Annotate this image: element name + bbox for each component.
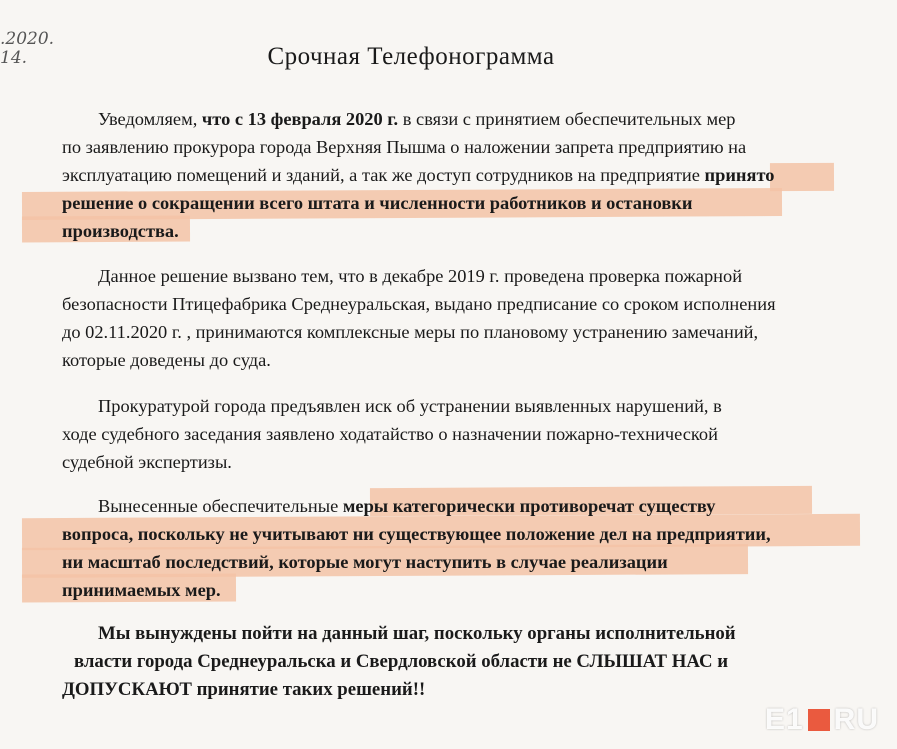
final-line-2: власти города Среднеуральска и Свердловской области не СЛЫШАТ НАС и: [74, 651, 729, 672]
text-segment: Данное решение вызвано тем, что в декабре 2019 г. проведена проверка пожарной: [98, 266, 743, 286]
bold-text-segment: меры категорически противоречат существу: [342, 496, 716, 516]
final-statement: [62, 620, 736, 704]
text-segment: в связи с принятием обеспечительных мер: [398, 109, 736, 129]
bold-text-segment: производства.: [62, 221, 179, 241]
para2-line-2: [62, 290, 776, 318]
text-segment: ходе судебного заседания заявлено ходатайство о назначении пожарно-технической: [62, 424, 718, 444]
final-line-3: ДОПУСКАЮТ принятие таких решений!!: [62, 679, 426, 700]
para4-line-2: [62, 520, 771, 548]
para1-line-5: [62, 217, 774, 245]
text-segment: безопасности Птицефабрика Среднеуральская, выдано предписание со сроком исполнения: [62, 294, 776, 314]
paragraph-measures: [62, 492, 771, 604]
bold-text-segment: принято: [704, 165, 775, 185]
para3-line-2: [62, 420, 722, 448]
para2-line-3: [62, 318, 776, 346]
logo-right-text: RU: [833, 703, 879, 736]
para2-line-1: [62, 262, 776, 290]
bold-text-segment: ни масштаб последствий, которые могут наступить в случае реализации: [62, 552, 668, 572]
para1-line-2: [62, 133, 774, 161]
bold-text-segment: вопроса, поскольку не учитывают ни существующее положение дел на предприятии,: [62, 524, 771, 544]
text-segment: Уведомляем,: [98, 109, 202, 129]
text-segment: до 02.11.2020 г. , принимаются комплексные меры по плановому устранению замечаний,: [62, 322, 759, 342]
para4-line-4: [62, 576, 771, 604]
logo-left-text: E1: [764, 703, 804, 736]
para1-line-3: [62, 161, 774, 189]
document-title: Срочная Телефонограмма: [267, 43, 555, 70]
paragraph-notice: [62, 105, 774, 245]
e1-ru-logo: [765, 703, 879, 737]
paragraph-fire-inspection: [62, 262, 776, 374]
final-line-1: Мы вынуждены пойти на данный шаг, поскольку органы исполнительной: [98, 623, 736, 644]
para1-line-1: [62, 105, 774, 133]
bold-text-segment: решение о сокращении всего штата и численности работников и остановки: [62, 193, 693, 213]
paragraph-prosecutor-claim: [62, 392, 722, 476]
bold-text-segment: что с 13 февраля 2020 г.: [201, 109, 399, 129]
corner-note-line-1: .2020.: [0, 29, 55, 49]
text-segment: по заявлению прокурора города Верхняя Пышма о наложении запрета предприятию на: [62, 137, 747, 157]
text-segment: Прокуратурой города предъявлен иск об устранении выявленных нарушений, в: [98, 396, 722, 416]
para3-line-1: [62, 392, 722, 420]
para3-line-3: [62, 448, 722, 476]
para1-line-4: [62, 189, 774, 217]
para2-line-4: [62, 346, 776, 374]
text-segment: Вынесенные обеспечительные: [98, 496, 343, 516]
text-segment: эксплуатацию помещений и зданий, а так же доступ сотрудников на предприятие: [62, 165, 705, 185]
text-segment: судебной экспертизы.: [62, 452, 232, 472]
para4-line-1: [62, 492, 771, 520]
corner-note-line-2: 14.: [0, 48, 28, 68]
bold-text-segment: принимаемых мер.: [62, 580, 221, 600]
logo-square-icon: [808, 709, 830, 731]
para4-line-3: [62, 548, 771, 576]
highlight-mark: [770, 163, 834, 191]
text-segment: которые доведены до суда.: [62, 350, 271, 370]
